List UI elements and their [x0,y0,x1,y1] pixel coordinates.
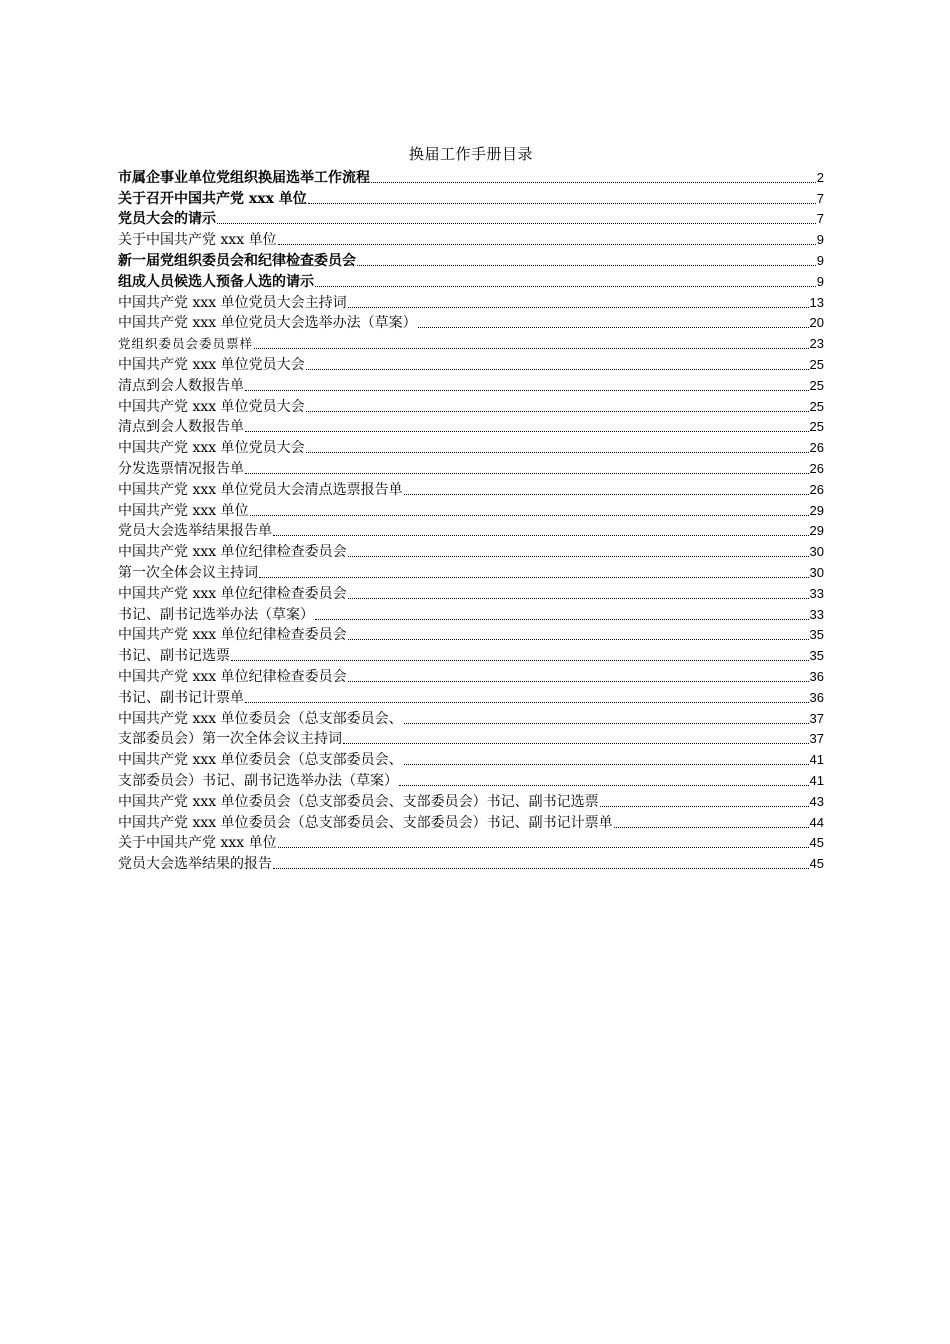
toc-entry-title: 中国共产党 xxx 单位纪律检查委员会 [118,668,347,685]
toc-page-number: 25 [809,419,824,435]
toc-entry[interactable] [118,208,824,229]
toc-entry[interactable] [118,270,824,291]
toc-entry[interactable] [118,769,824,790]
toc-entry[interactable] [118,416,824,437]
toc-entry-title: 组成人员候选人预备人选的请示 [118,273,314,290]
toc-dot-leader [245,473,809,474]
toc-page-number: 2 [816,169,824,185]
toc-entry[interactable] [118,374,824,395]
toc-dot-leader [371,182,816,183]
toc-dot-leader [404,494,809,495]
toc-page-number: 7 [816,211,824,227]
toc-dot-leader [348,307,809,308]
toc-page-number: 20 [809,315,824,331]
toc-entry[interactable] [118,520,824,541]
toc-page-number: 33 [809,606,824,622]
toc-page-number: 35 [809,648,824,664]
toc-dot-leader [245,390,809,391]
toc-page-number: 36 [809,689,824,705]
toc-entry-title: 书记、副书记选举办法（草案） [118,606,314,623]
toc-page-number: 23 [809,336,824,352]
toc-dot-leader [273,868,809,869]
toc-entry-title: 关于召开中国共产党 xxx 单位 [118,190,307,207]
toc-entry[interactable] [118,603,824,624]
toc-entry[interactable] [118,187,824,208]
toc-entry[interactable] [118,582,824,603]
toc-entry-title: 中国共产党 xxx 单位党员大会 [118,356,305,373]
toc-page-number: 26 [809,481,824,497]
toc-entry[interactable] [118,478,824,499]
toc-dot-leader [357,265,816,266]
toc-entry-title: 新一届党组织委员会和纪律检查委员会 [118,252,356,269]
toc-entry-title: 中国共产党 xxx 单位纪律检查委员会 [118,585,347,602]
toc-entry[interactable] [118,811,824,832]
table-of-contents [118,166,824,873]
toc-entry-title: 中国共产党 xxx 单位委员会（总支部委员会、 [118,752,403,769]
toc-dot-leader [348,556,809,557]
toc-page-number: 33 [809,585,824,601]
toc-entry-title: 清点到会人数报告单 [118,377,244,394]
toc-entry-title: 支部委员会）第一次全体会议主持词 [118,731,342,748]
toc-entry[interactable] [118,332,824,353]
toc-entry[interactable] [118,312,824,333]
toc-dot-leader [614,827,809,828]
toc-entry-title: 中国共产党 xxx 单位委员会（总支部委员会、 [118,710,403,727]
toc-dot-leader [348,681,809,682]
toc-dot-leader [306,411,809,412]
toc-entry-title: 中国共产党 xxx 单位党员大会选举办法（草案） [118,315,417,332]
toc-entry[interactable] [118,395,824,416]
toc-page-number: 44 [809,814,824,830]
toc-entry[interactable] [118,624,824,645]
toc-entry-title: 中国共产党 xxx 单位 [118,502,249,519]
toc-dot-leader [418,327,809,328]
toc-page-number: 30 [809,544,824,560]
toc-page-number: 25 [809,377,824,393]
toc-dot-leader [315,286,816,287]
toc-entry[interactable] [118,166,824,187]
toc-page-number: 9 [816,273,824,289]
toc-page-number: 43 [809,793,824,809]
toc-entry[interactable] [118,644,824,665]
toc-dot-leader [259,577,809,578]
toc-page-number: 37 [809,710,824,726]
toc-entry[interactable] [118,353,824,374]
toc-entry-title: 分发选票情况报告单 [118,460,244,477]
toc-dot-leader [245,702,809,703]
toc-page-number: 29 [809,502,824,518]
toc-entry-title: 中国共产党 xxx 单位党员大会主持词 [118,294,347,311]
toc-entry-title: 党组织委员会委员票样 [118,336,254,352]
toc-entry-title: 支部委员会）书记、副书记选举办法（草案） [118,772,398,789]
toc-entry-title: 中国共产党 xxx 单位纪律检查委员会 [118,627,347,644]
toc-entry[interactable] [118,249,824,270]
toc-entry-title: 中国共产党 xxx 单位党员大会 [118,440,305,457]
toc-entry-title: 中国共产党 xxx 单位委员会（总支部委员会、支部委员会）书记、副书记选票 [118,793,599,810]
toc-dot-leader [278,244,816,245]
toc-dot-leader [306,369,809,370]
toc-page-number: 9 [816,232,824,248]
toc-entry[interactable] [118,540,824,561]
toc-dot-leader [254,348,809,349]
toc-page-number: 35 [809,627,824,643]
toc-entry[interactable] [118,832,824,853]
toc-dot-leader [217,223,816,224]
toc-page-number: 36 [809,668,824,684]
toc-page-number: 25 [809,398,824,414]
toc-entry-title: 党员大会选举结果报告单 [118,523,272,540]
toc-dot-leader [278,847,809,848]
toc-entry-title: 中国共产党 xxx 单位委员会（总支部委员会、支部委员会）书记、副书记计票单 [118,814,613,831]
toc-dot-leader [306,452,809,453]
toc-dot-leader [315,619,809,620]
toc-entry-title: 关于中国共产党 xxx 单位 [118,835,277,852]
toc-entry[interactable] [118,561,824,582]
toc-dot-leader [348,639,809,640]
toc-dot-leader [600,806,809,807]
toc-page-number: 37 [809,731,824,747]
toc-entry-title: 中国共产党 xxx 单位纪律检查委员会 [118,544,347,561]
toc-entry-title: 书记、副书记选票 [118,648,230,665]
toc-entry-title: 市属企事业单位党组织换届选举工作流程 [118,169,370,186]
toc-entry[interactable] [118,686,824,707]
toc-dot-leader [245,431,809,432]
toc-entry[interactable] [118,228,824,249]
toc-entry[interactable] [118,436,824,457]
toc-entry-title: 关于中国共产党 xxx 单位 [118,232,277,249]
toc-page-number: 13 [809,294,824,310]
toc-page-number: 41 [809,772,824,788]
toc-entry[interactable] [118,728,824,749]
toc-dot-leader [404,764,809,765]
toc-entry-title: 第一次全体会议主持词 [118,564,258,581]
toc-page-number: 45 [809,856,824,872]
toc-dot-leader [348,598,809,599]
toc-title: 换届工作手册目录 [408,145,533,163]
toc-entry-title: 党员大会选举结果的报告 [118,856,272,873]
toc-dot-leader [250,515,809,516]
toc-entry[interactable] [118,852,824,873]
toc-entry-title: 党员大会的请示 [118,211,216,228]
toc-dot-leader [308,203,816,204]
toc-dot-leader [404,723,809,724]
toc-entry[interactable] [118,457,824,478]
toc-page-number: 9 [816,252,824,268]
toc-page-number: 7 [816,190,824,206]
toc-dot-leader [343,743,809,744]
toc-entry-title: 中国共产党 xxx 单位党员大会 [118,398,305,415]
toc-entry[interactable] [118,499,824,520]
toc-entry[interactable] [118,665,824,686]
toc-entry-title: 中国共产党 xxx 单位党员大会清点选票报告单 [118,481,403,498]
toc-page-number: 29 [809,523,824,539]
toc-page-number: 26 [809,460,824,476]
toc-entry[interactable] [118,748,824,769]
toc-page-number: 25 [809,356,824,372]
toc-page-number: 30 [809,564,824,580]
toc-entry-title: 清点到会人数报告单 [118,419,244,436]
toc-entry-title: 书记、副书记计票单 [118,689,244,706]
toc-entry[interactable] [118,291,824,312]
toc-entry[interactable] [118,707,824,728]
toc-dot-leader [399,785,809,786]
toc-page-number: 26 [809,440,824,456]
toc-entry[interactable] [118,790,824,811]
toc-dot-leader [231,660,809,661]
toc-dot-leader [273,535,809,536]
toc-page-number: 41 [809,752,824,768]
toc-page-number: 45 [809,835,824,851]
